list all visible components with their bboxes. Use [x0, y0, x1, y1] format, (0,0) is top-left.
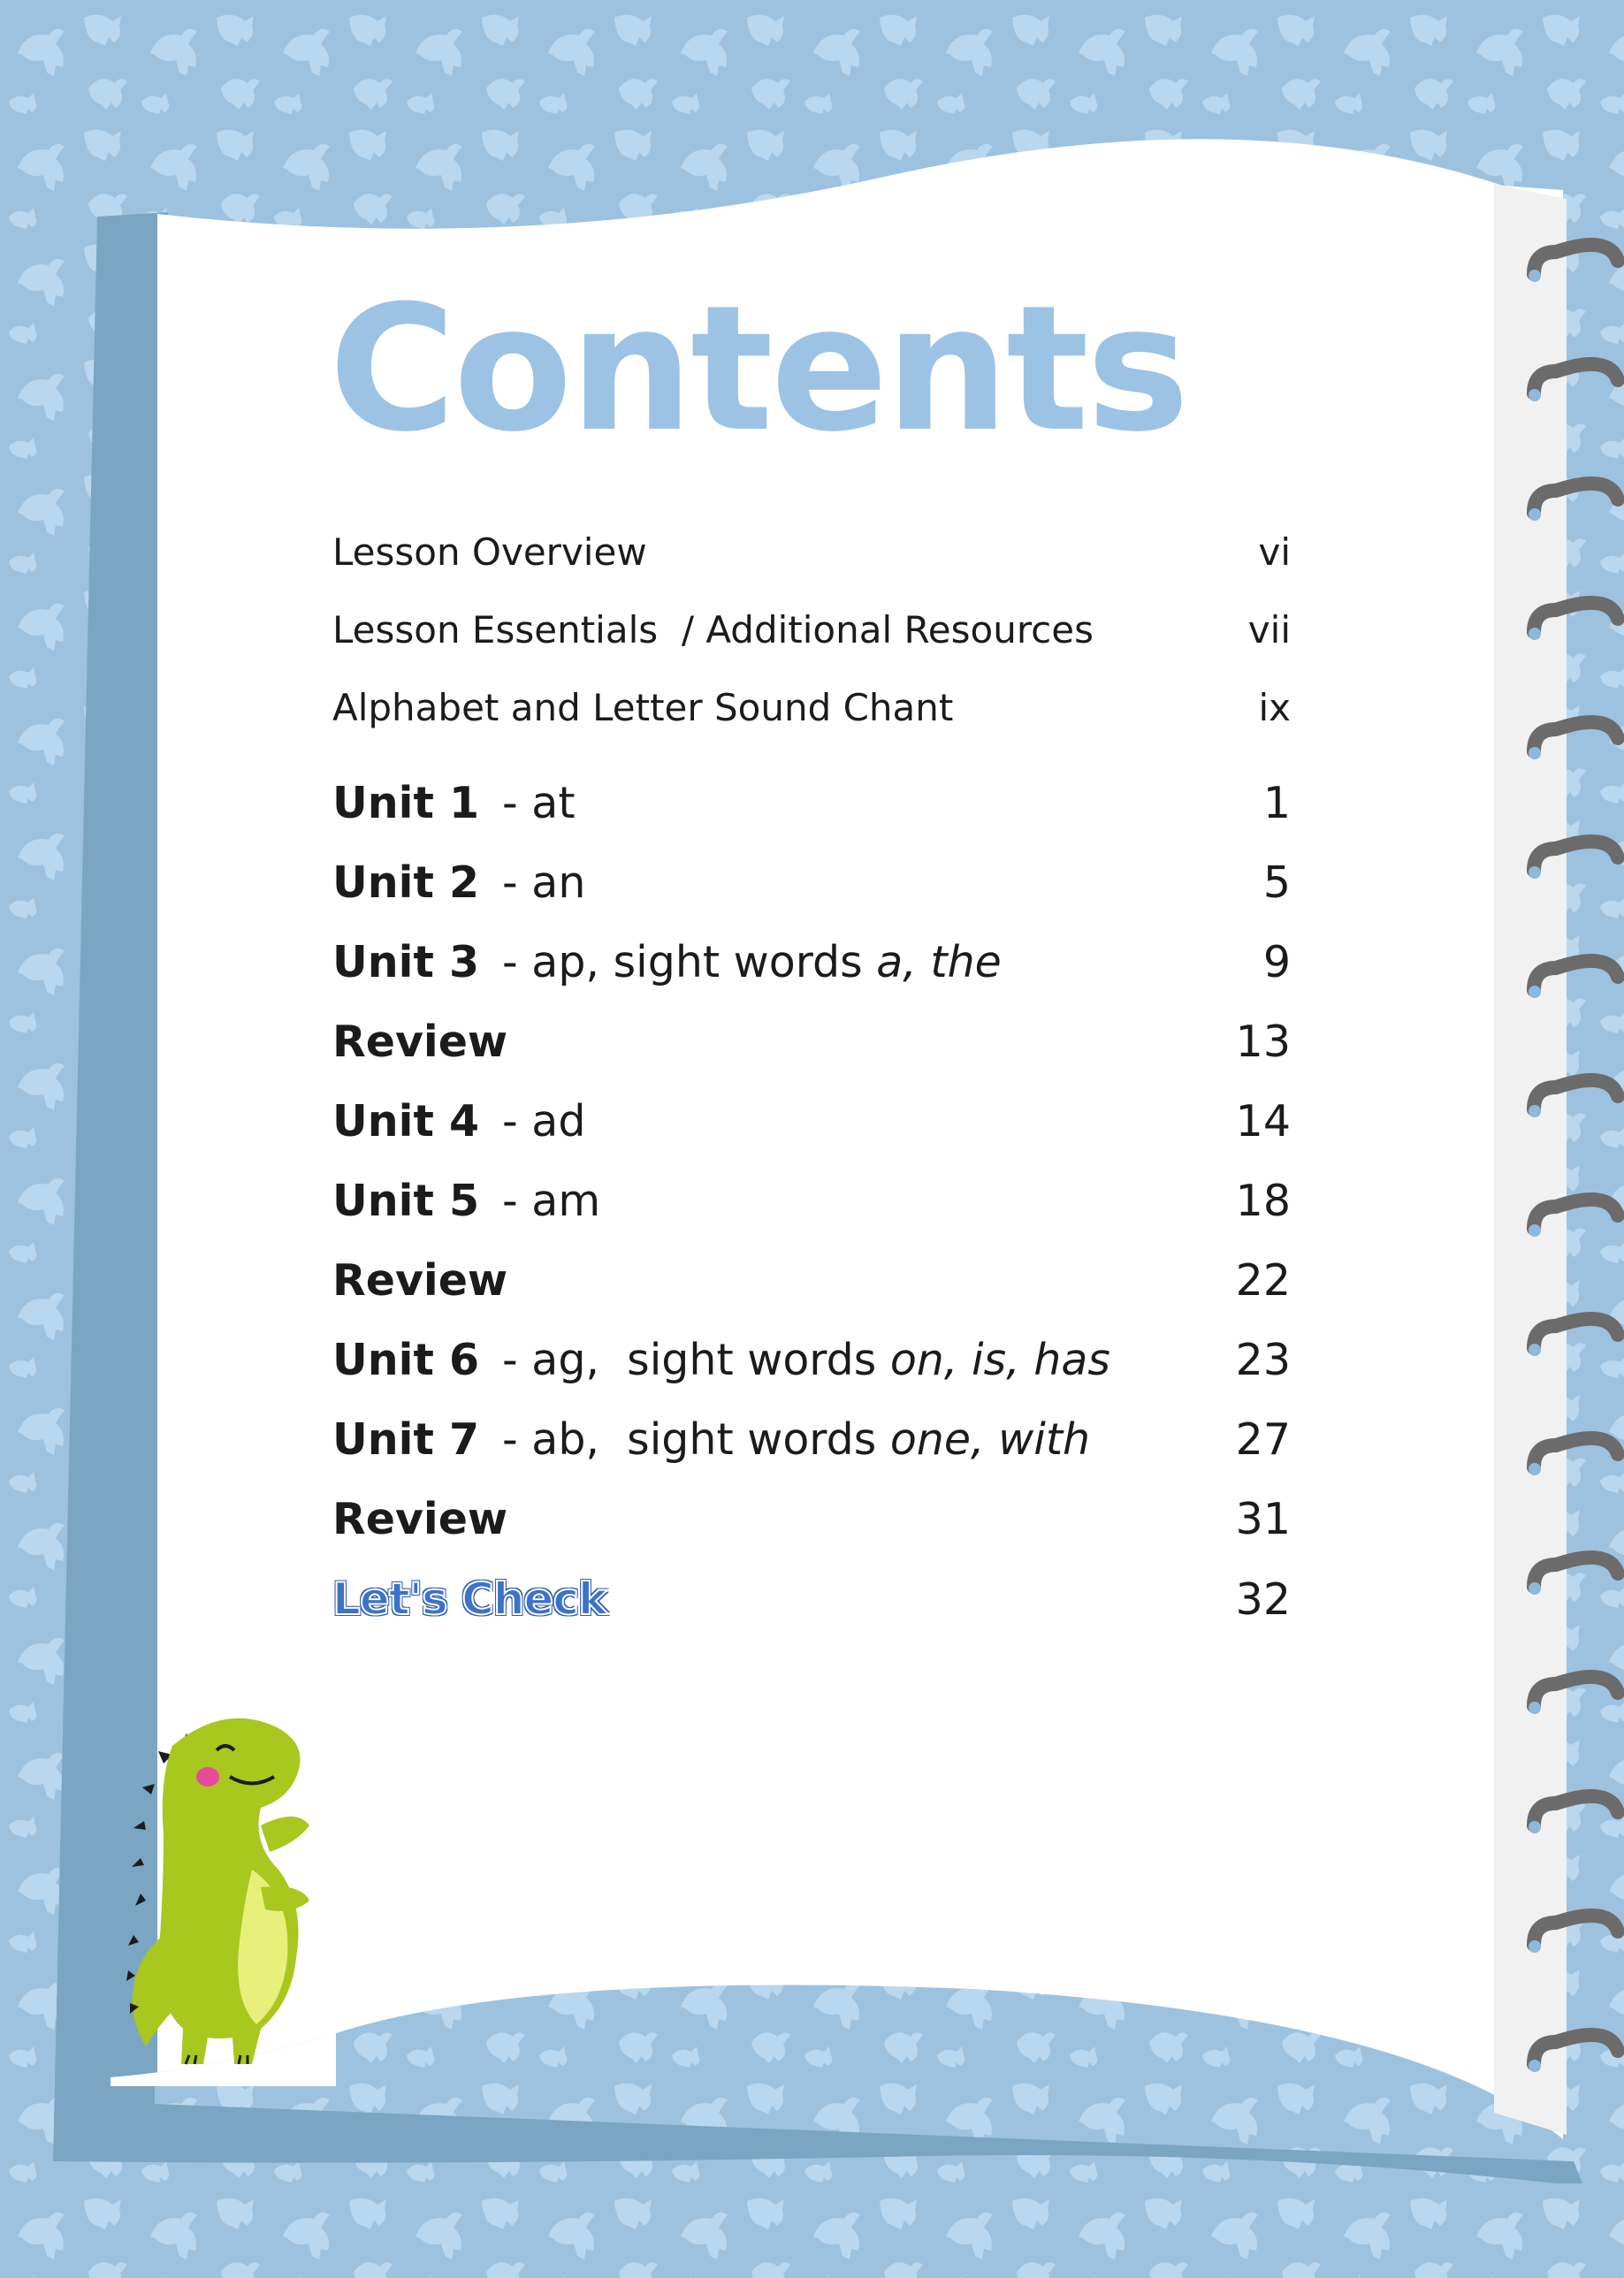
toc-page-number: 31 — [1235, 1494, 1291, 1544]
toc-row[interactable] — [332, 1096, 1291, 1147]
unit-number: Unit 4 — [332, 1096, 480, 1147]
toc-row[interactable] — [332, 686, 1291, 729]
sight-words: on, is, has — [889, 1335, 1110, 1385]
toc-row[interactable] — [332, 1017, 1291, 1067]
toc-page-number: vi — [1258, 530, 1291, 574]
toc-page-number: 18 — [1235, 1176, 1291, 1226]
page-title: Contents — [329, 269, 1187, 470]
toc-page-number: 27 — [1235, 1414, 1291, 1465]
toc-page-number: 5 — [1262, 857, 1291, 908]
toc-row[interactable] — [332, 857, 1291, 908]
toc-row[interactable] — [332, 1255, 1291, 1306]
unit-description: - am — [502, 1176, 601, 1226]
review-label: Review — [332, 1255, 508, 1306]
toc-page-number: 23 — [1235, 1335, 1291, 1385]
toc-page-number: 9 — [1262, 937, 1291, 987]
toc-row[interactable] — [332, 1573, 1291, 1625]
toc-page-number: 22 — [1235, 1255, 1291, 1306]
unit-number: Unit 1 — [332, 778, 480, 828]
unit-description: - ag, sight words — [502, 1335, 890, 1385]
toc-row[interactable] — [332, 1494, 1291, 1544]
sight-words: a, the — [876, 937, 1002, 987]
unit-description: - at — [502, 778, 576, 828]
unit-number: Unit 7 — [332, 1414, 480, 1465]
unit-number: Unit 6 — [332, 1335, 480, 1385]
unit-number: Unit 2 — [332, 857, 480, 908]
toc-page-number: 14 — [1235, 1096, 1291, 1147]
toc-row[interactable] — [332, 937, 1291, 987]
toc-page-number: 1 — [1262, 778, 1291, 828]
review-label: Review — [332, 1017, 508, 1067]
unit-number: Unit 3 — [332, 937, 480, 987]
toc-page-number: ix — [1258, 686, 1291, 729]
toc-page-number: 13 — [1235, 1017, 1291, 1067]
unit-description: - ab, sight words — [502, 1414, 890, 1465]
toc-row[interactable] — [332, 530, 1291, 574]
unit-description: - ad — [502, 1096, 586, 1147]
review-label: Review — [332, 1494, 508, 1544]
toc-row[interactable] — [332, 1414, 1291, 1465]
toc-label: Alphabet and Letter Sound Chant — [332, 686, 954, 729]
toc-page-number: 32 — [1235, 1574, 1291, 1625]
lets-check-label: Let's Check — [332, 1573, 607, 1625]
toc-row[interactable] — [332, 778, 1291, 828]
toc-row[interactable] — [332, 1176, 1291, 1226]
unit-number: Unit 5 — [332, 1176, 480, 1226]
unit-description: - ap, sight words — [502, 937, 877, 987]
green-dinosaur-icon — [119, 1710, 385, 2073]
toc-row[interactable] — [332, 608, 1291, 651]
toc-row[interactable] — [332, 1335, 1291, 1385]
unit-description: - an — [502, 857, 586, 908]
toc-page-number: vii — [1247, 608, 1291, 651]
toc-label: Lesson Essentials / Additional Resources — [332, 608, 1094, 651]
toc-label: Lesson Overview — [332, 530, 647, 574]
sight-words: one, with — [889, 1414, 1091, 1465]
